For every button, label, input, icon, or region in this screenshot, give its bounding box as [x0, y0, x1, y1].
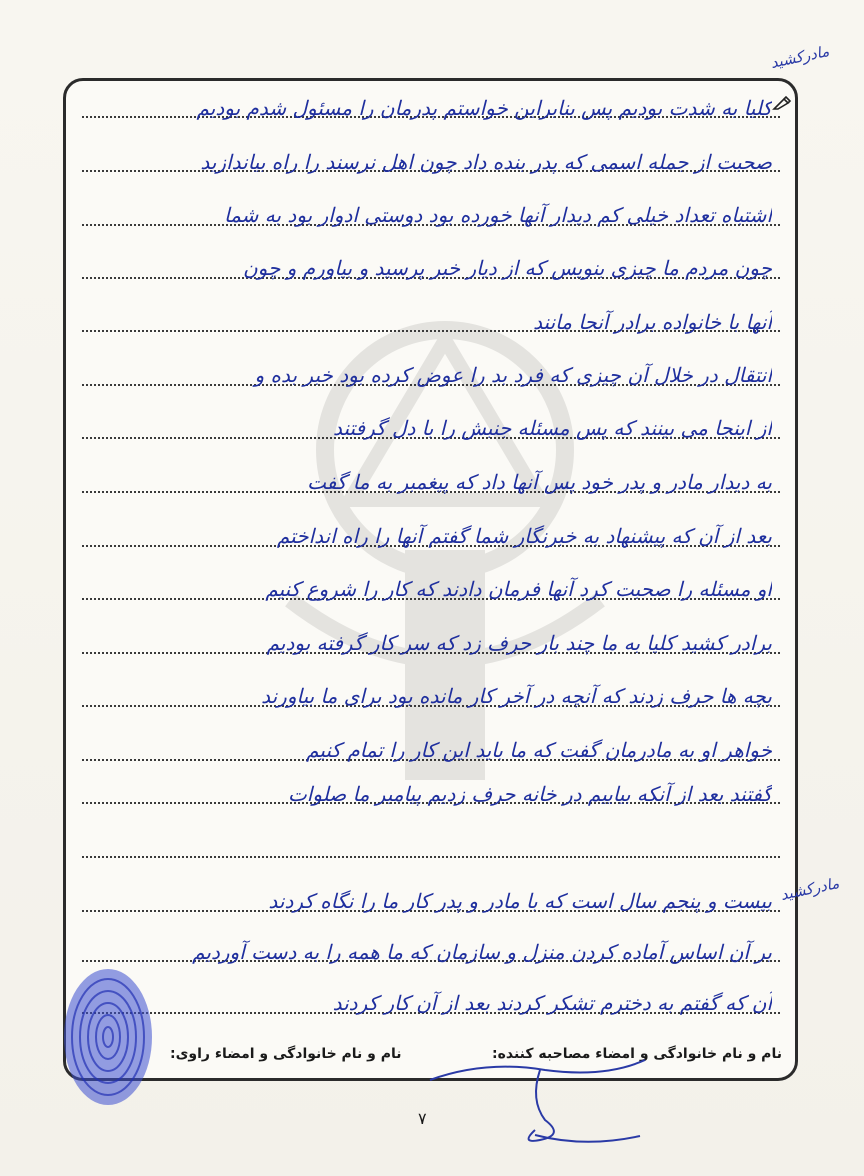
pen-icon — [772, 95, 792, 111]
interviewer-signature-label: نام و نام خانوادگی و امضاء مصاحبه کننده: — [492, 1046, 782, 1062]
handwritten-line: او مسئله را صحبت کرد آنها فرمان دادند که کار را شروع کنیم — [265, 577, 772, 601]
handwritten-line: بچه ها حرف زدند که آنچه در آخر کار مانده بود برای ما بیاورند — [261, 684, 772, 708]
handwritten-line: بعد از آن که پیشنهاد به خبرنگار شما گفتم آنها را راه انداختم — [276, 524, 772, 548]
narrator-signature-label: نام و نام خانوادگی و امضاء راوی: — [170, 1046, 402, 1062]
handwritten-line: بیست و پنجم سال است که با مادر و پدر کار ما را نگاه کردند — [268, 889, 772, 913]
handwritten-line: آن که گفتم به دخترم تشکر کردند بعد از آن کار کردند — [332, 991, 772, 1015]
margin-note-top: مادرکشید — [768, 42, 831, 72]
handwritten-line: از اینجا می بینند که پس مسئله جنبش را با دل گرفتند — [332, 416, 772, 440]
handwritten-line: کلیا به شدت بودیم پس بنابراین خواستم پدرمان را مسئول شدم بودیم — [196, 96, 772, 120]
page-number: ۷ — [418, 1109, 427, 1128]
handwritten-line: به دیدار مادر و پدر خود پس آنها داد که پیغمبر به ما گفت — [307, 470, 772, 494]
handwritten-line: اشتباه تعداد خیلی کم دیدار آنها خورده بود دوستی ادوار بود به شما — [224, 203, 772, 227]
fingerprint-stamp — [60, 965, 160, 1110]
handwritten-line: بر آن اساس آماده کردن منزل و سازمان که ما همه را به دست آوردیم — [192, 940, 772, 964]
handwritten-line: گفتند بعد از آنکه بیاییم در خانه حرف زدیم پیامبر ما صلوات — [287, 782, 772, 806]
handwritten-line: آنها با خانواده برادر آنجا مانند — [533, 310, 772, 334]
handwritten-line: خواهر او به مادرمان گفت که ما باید این کار را تمام کنیم — [306, 738, 772, 762]
margin-note-middle: مادرکشید — [778, 874, 841, 904]
handwritten-line: چون مردم ما چیزی بنویس که از دیار خبر پرسید و بیاورم و چون — [242, 256, 772, 280]
handwritten-line: صحبت از جمله اسمی که پدر بنده داد چون اهل نرسند را راه بیاندازید — [200, 150, 772, 174]
handwritten-signature — [425, 1040, 655, 1150]
handwritten-line: برادر کشید کلیا به ما چند بار حرف زد که سر کار گرفته بودیم — [266, 631, 772, 655]
ruled-line — [82, 856, 780, 858]
handwritten-line: انتقال در خلال آن چیزی که فرد بد را عوض کرده بود خبر بده و — [254, 363, 772, 387]
